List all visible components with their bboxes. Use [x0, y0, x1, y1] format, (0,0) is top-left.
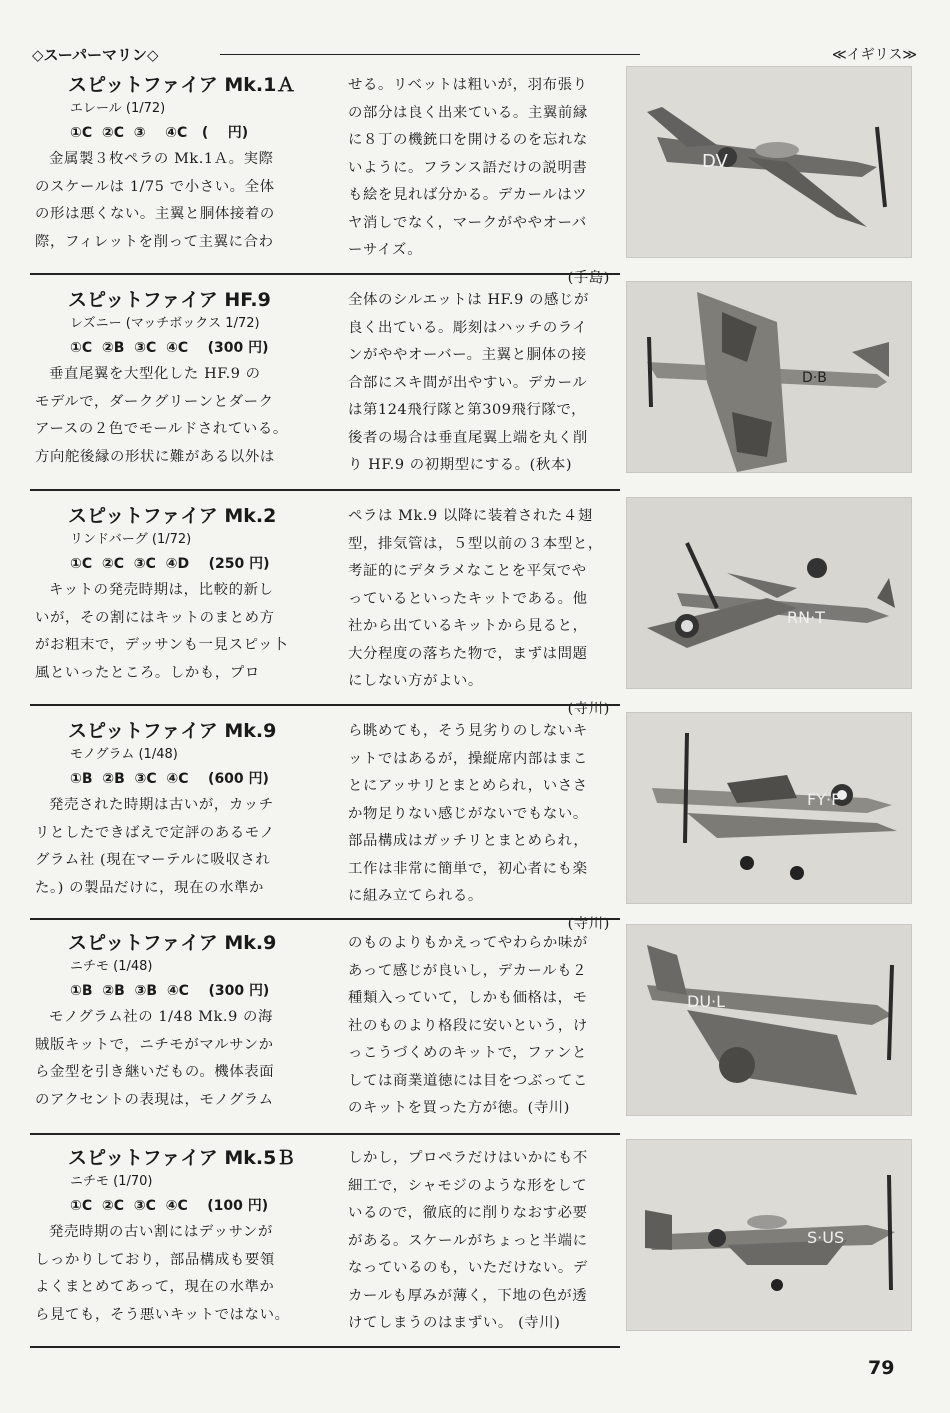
text-line: 風といったところ。しかも，プロ	[35, 664, 260, 681]
text-line: ヤ消しでなく，マークがややオーバ	[348, 214, 587, 231]
entry-maker: リンドバーグ (1/72)	[70, 532, 192, 547]
text-line: 発売された時期は古いが，カッチ	[49, 797, 274, 813]
text-line: 細工で，シャモジのような形をして	[348, 1177, 588, 1194]
entry-divider	[30, 1133, 620, 1135]
text-line: は第124飛行隊と第309飛行隊で，	[348, 402, 587, 418]
text-line: 金属製３枚ペラの Mk.1Ａ。実際	[49, 151, 274, 167]
text-line: けてしまうのはまずい。 (寺川)	[348, 1315, 561, 1331]
text-line: モノグラム社の 1/48 Mk.9 の海	[49, 1009, 274, 1025]
text-line: 社から出ているキットから見ると，	[348, 618, 588, 634]
text-line: ら金型を引き継いだもの。機体表面	[35, 1064, 275, 1080]
text-line: いるので，徹底的に削りなおす必要	[348, 1205, 588, 1221]
entry-rating: ①C ②C ③ ④C ( 円)	[70, 125, 249, 141]
text-line: リとしたできばえで定評のあるモノ	[35, 824, 275, 841]
text-line: せる。リベットは粗いが，羽布張り	[348, 77, 588, 93]
text-line: た。) の製品だけに，現在の水準か	[35, 879, 265, 896]
text-line: っこうづくめのキットで，ファンと	[348, 1045, 587, 1061]
text-line: 大分程度の落ちた物で，まずは問題	[348, 645, 588, 662]
text-line: 工作は非常に簡単で，初心者にも楽	[348, 860, 588, 877]
entry-maker: ニチモ (1/48)	[70, 959, 153, 974]
text-line: ペラは Mk.9 以降に装着された４翅	[348, 508, 593, 524]
text-line: り HF.9 の初期型にする。(秋本)	[348, 457, 573, 473]
entry-divider	[30, 489, 620, 491]
entry-left-column	[35, 503, 325, 687]
model-photo	[626, 66, 912, 258]
text-line: にしない方がよい。	[348, 673, 483, 689]
text-line: に組み立てられる。	[348, 888, 483, 904]
text-line: 垂直尾翼を大型化した HF.9 の	[49, 366, 261, 382]
spitfire-icon	[627, 282, 911, 472]
model-photo	[626, 924, 912, 1116]
header-rule	[220, 54, 640, 55]
entry-body	[35, 1004, 325, 1114]
model-photo	[626, 1139, 912, 1331]
entry-rating: ①B ②B ③B ④C (300 円)	[70, 983, 270, 999]
text-line: ンがややオーバー。主翼と胴体の接	[348, 347, 587, 363]
spitfire-icon	[627, 67, 911, 257]
text-line: 考証的にデタラメなことを平気でや	[348, 563, 587, 579]
entry-right-column	[348, 287, 618, 480]
entry-right-column	[348, 1145, 618, 1338]
text-line: ットではあるが，操縦席内部はまこ	[348, 750, 588, 767]
spitfire-icon	[627, 1140, 911, 1330]
entry-left-column	[35, 72, 325, 256]
entry-right-column	[348, 930, 618, 1123]
text-line: 発売時期の古い割にはデッサンが	[49, 1224, 273, 1240]
text-line: のキットを買った方が徳。(寺川)	[348, 1100, 571, 1116]
spitfire-icon	[627, 498, 911, 688]
entry-title: スピットファイア HF.9	[68, 289, 271, 311]
aircraft-code: FY·F	[807, 790, 841, 809]
text-line: のアクセントの表現は，モノグラム	[35, 1091, 274, 1108]
entry-body	[35, 792, 325, 902]
text-line: 社のものより格段に安いという，け	[348, 1017, 588, 1034]
entry-body	[35, 361, 325, 471]
text-line: ーサイズ。	[348, 242, 423, 258]
text-line: 後者の場合は垂直尾翼上端を丸く削	[348, 429, 588, 446]
text-line: 方向舵後縁の形状に難がある以外は	[35, 448, 275, 465]
text-line: ら見ても，そう悪いキットではない。	[35, 1306, 290, 1323]
entry-title: スピットファイア Mk.9	[68, 720, 277, 742]
section-label: ◇スーパーマリン◇	[32, 46, 159, 64]
entry-divider	[30, 918, 620, 920]
entry-body	[35, 146, 325, 256]
entry-title: スピットファイア Mk.2	[68, 505, 277, 527]
text-line: 合部にスキ間が出やすい。デカール	[348, 374, 588, 391]
model-photo	[626, 712, 912, 904]
text-line: っているといったキットである。他	[348, 590, 588, 607]
model-photo	[626, 281, 912, 473]
entry-right-column	[348, 503, 618, 723]
text-line: に８丁の機銃口を開けるのを忘れな	[348, 132, 588, 148]
page-number: 79	[868, 1357, 895, 1379]
text-line: なっているのも，いただけない。デ	[348, 1260, 588, 1276]
spitfire-icon	[627, 713, 911, 903]
entry-title: スピットファイア Mk.5Ｂ	[68, 1147, 296, 1169]
text-line: も絵を見れば分かる。デカールはツ	[348, 187, 588, 203]
text-line: とにアッサリとまとめられ，いささ	[348, 778, 588, 794]
text-line: 賊版キットで，ニチモがマルサンか	[35, 1036, 274, 1053]
aircraft-code: D·B	[802, 370, 827, 386]
entry-body	[35, 1219, 325, 1329]
entry-title: スピットファイア Mk.9	[68, 932, 277, 954]
entry-maker: エレール (1/72)	[70, 101, 166, 116]
model-photo	[626, 497, 912, 689]
text-line: 良く出ている。彫刻はハッチのライ	[348, 319, 588, 336]
text-line: 全体のシルエットは HF.9 の感じが	[348, 292, 590, 308]
reviewer-signature: (寺川)	[567, 915, 610, 932]
text-line: しては商業道徳には目をつぶってこ	[348, 1072, 588, 1089]
text-line: グラム社 (現在マーテルに吸収され	[35, 852, 271, 868]
text-line: か物足りない感じがないでもない。	[348, 805, 588, 822]
text-line: しっかりしており，部品構成も要領	[35, 1251, 275, 1268]
text-line: 種類入っていて，しかも価格は，モ	[348, 990, 588, 1006]
text-line: 部品構成はガッチリとまとめられ，	[348, 833, 589, 849]
aircraft-code: RN·T	[787, 608, 825, 627]
aircraft-code: S·US	[807, 1228, 845, 1247]
entry-rating: ①C ②C ③C ④D (250 円)	[70, 556, 270, 572]
entry-rating: ①C ②B ③C ④C (300 円)	[70, 340, 269, 356]
entry-divider	[30, 704, 620, 706]
text-line: あって感じが良いし，デカールも２	[348, 962, 588, 979]
aircraft-code: DU·L	[687, 992, 726, 1011]
text-line: の部分は良く出来ている。主翼前縁	[348, 104, 588, 121]
text-line: がある。スケールがちょっと半端に	[348, 1232, 588, 1249]
text-line: いが，その割にはキットのまとめ方	[35, 609, 275, 626]
entry-left-column	[35, 930, 325, 1114]
text-line: キットの発売時期は，比較的新し	[49, 582, 274, 598]
entry-rating: ①B ②B ③C ④C (600 円)	[70, 771, 269, 787]
entry-maker: モノグラム (1/48)	[70, 747, 178, 762]
text-line: カールも厚みが薄く，下地の色が透	[348, 1287, 588, 1304]
reviewer-signature: (寺川)	[567, 700, 610, 717]
entry-title: スピットファイア Mk.1Ａ	[68, 74, 296, 96]
text-line: いように。フランス語だけの説明書	[348, 159, 588, 176]
entry-maker: レズニー (マッチボックス 1/72)	[70, 316, 260, 331]
text-line: 際，フィレットを削って主翼に合わ	[35, 233, 274, 250]
country-label: ≪イギリス≫	[831, 47, 917, 63]
entry-right-column	[348, 718, 618, 938]
entry-left-column	[35, 718, 325, 902]
text-line: がお粗末で，デッサンも一見スピッ卜	[35, 637, 288, 653]
entry-left-column	[35, 287, 325, 471]
text-line: よくまとめてあって，現在の水準か	[35, 1279, 275, 1295]
entry-right-column	[348, 72, 618, 292]
entry-maker: ニチモ (1/70)	[70, 1174, 153, 1189]
entry-divider	[30, 1346, 620, 1348]
text-line: のスケールは 1/75 で小さい。全体	[35, 178, 275, 195]
text-line: しかし，プロペラだけはいかにも不	[348, 1150, 588, 1166]
text-line: アースの２色でモールドされている。	[35, 421, 288, 437]
reviewer-signature: (手島)	[567, 269, 610, 286]
text-line: の形は悪くない。主翼と胴体接着の	[35, 206, 275, 222]
text-line: のものよりもかえってやわらか味が	[348, 935, 588, 951]
text-line: モデルで，ダークグリーンとダーク	[35, 393, 274, 410]
page-header	[32, 44, 917, 68]
entry-body	[35, 577, 325, 687]
text-line: ら眺めても，そう見劣りのしないキ	[348, 723, 588, 739]
text-line: 型，排気管は，５型以前の３本型と，	[348, 535, 603, 552]
aircraft-code: DV	[702, 151, 728, 172]
entry-rating: ①C ②C ③C ④C (100 円)	[70, 1198, 269, 1214]
entry-left-column	[35, 1145, 325, 1329]
spitfire-icon	[627, 925, 911, 1115]
entry-divider	[30, 273, 620, 275]
